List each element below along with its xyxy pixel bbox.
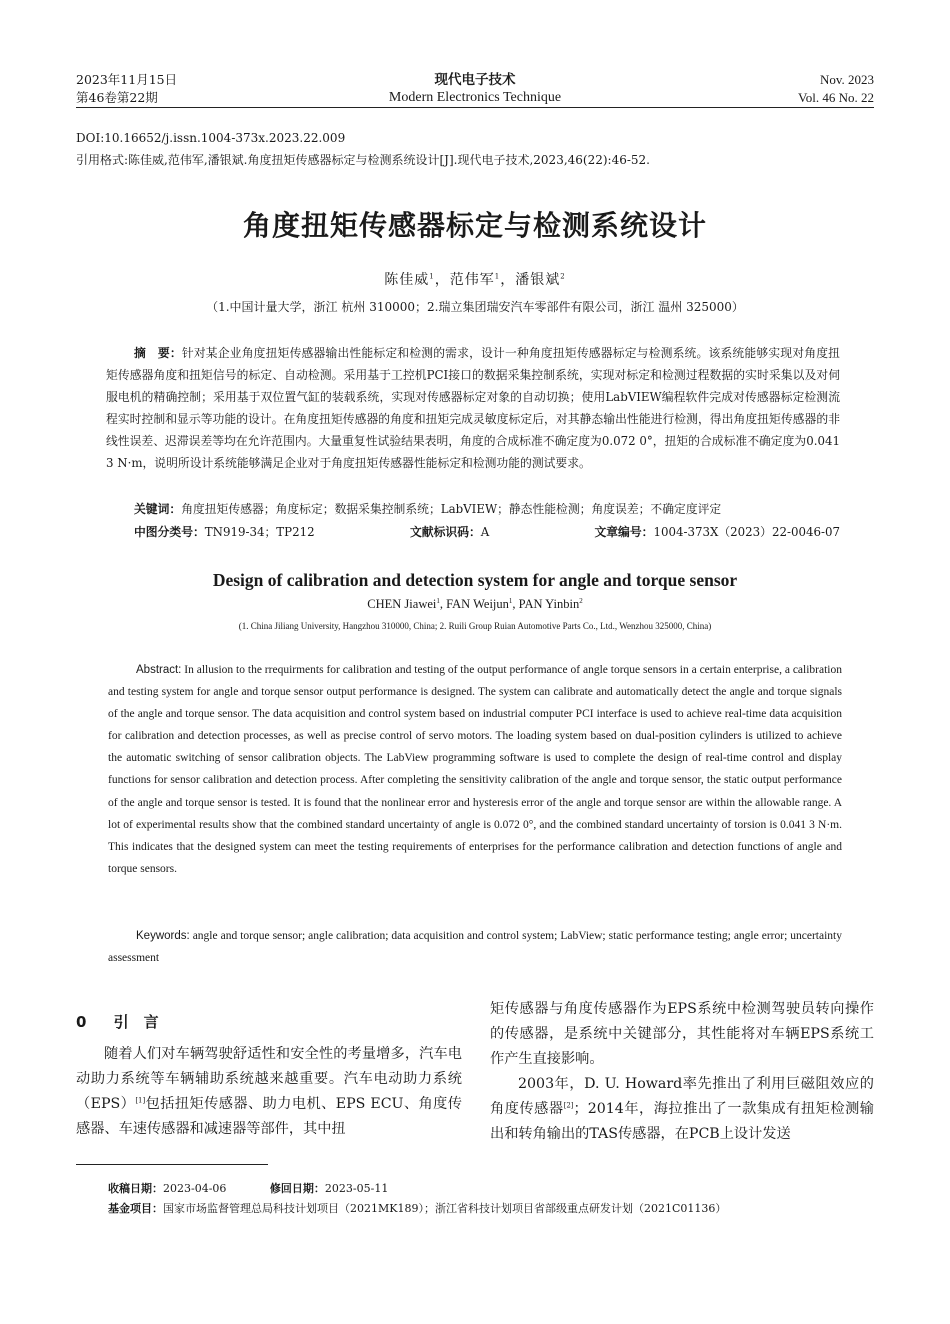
doc-code-value: A xyxy=(480,525,490,539)
fund-label: 基金项目： xyxy=(108,1202,163,1215)
fund-text: 国家市场监督管理总局科技计划项目（2021MK189）；浙江省科技计划项目省部级重点研发计划（2021C01136） xyxy=(163,1202,727,1215)
paragraph-text: 2003年，D. U. Howard率先推出了利用巨磁阻效应的角度传感器 xyxy=(490,1076,874,1117)
revised-date: 2023-05-11 xyxy=(324,1182,389,1195)
keywords-en xyxy=(108,925,842,969)
author-sep: ， xyxy=(500,272,516,288)
abstract-en xyxy=(108,659,842,880)
clc-value: TN919-34；TP212 xyxy=(204,525,315,539)
affiliation-en: (1. China Jiliang University, Hangzhou 310000, China; 2. Ruili Group Ruian Automotive Parts Co., Ltd., Wenzhou 325000, China) xyxy=(238,621,712,631)
keywords-cn xyxy=(134,500,721,517)
article-number xyxy=(594,523,840,540)
header-rule xyxy=(76,107,874,108)
doi[interactable]: DOI:10.16652/j.issn.1004-373x.2023.22.009 xyxy=(76,131,346,145)
clc-number xyxy=(134,523,315,540)
author-3-affil: 2 xyxy=(560,272,566,281)
author-2: 范伟军 xyxy=(449,272,495,288)
issue-month-en: Nov. 2023 xyxy=(819,72,874,87)
issue-date: 2023年11月15日 xyxy=(76,72,178,87)
issue-volume-cn: 第46卷第22期 xyxy=(76,90,158,105)
authors-en xyxy=(0,597,950,612)
affiliation-cn: （1.中国计量大学，浙江 杭州 310000；2.瑞立集团瑞安汽车零部件有限公司，浙江 温州 325000） xyxy=(206,300,744,314)
body-right-column xyxy=(490,997,874,1147)
author-2-affil: 1 xyxy=(494,272,501,281)
footnote-dates xyxy=(108,1180,388,1196)
footnote-fund xyxy=(108,1200,726,1216)
authors-cn xyxy=(0,269,950,289)
revised-label: 修回日期： xyxy=(269,1182,325,1195)
author-1-en-affil: 1 xyxy=(436,596,440,605)
author-1-en: CHEN Jiawei xyxy=(367,597,437,611)
author-sep: , xyxy=(512,597,519,611)
received-date: 2023-04-06 xyxy=(163,1182,227,1195)
body-left-column xyxy=(76,1042,462,1142)
paragraph: 矩传感器与角度传感器作为EPS系统中检测驾驶员转向操作的传感器，是系统中关键部分，其性能将对车辆EPS系统工作产生直接影响。 xyxy=(490,1001,874,1067)
abstract-cn-label: 摘 要： xyxy=(134,346,182,360)
keywords-cn-text: 角度扭矩传感器；角度标定；数据采集控制系统；LabVIEW；静态性能检测；角度误差；不确定度评定 xyxy=(181,502,722,516)
author-2-en-affil: 1 xyxy=(508,596,513,605)
paragraph xyxy=(490,1072,874,1147)
section-number: 0 xyxy=(76,1013,87,1031)
citation-ref[interactable]: [1] xyxy=(135,1096,146,1105)
received-label: 收稿日期： xyxy=(108,1182,163,1195)
article-number-value: 1004-373X（2023）22-0046-07 xyxy=(653,525,840,539)
article-number-label: 文章编号： xyxy=(594,525,654,539)
header-volume-block xyxy=(798,71,874,107)
journal-name-en: Modern Electronics Technique xyxy=(388,90,562,105)
paragraph-text: 随着人们对车辆驾驶舒适性和安全性的考量增多，汽车电动助力系统等车辆辅助系统越来越重要。汽车电动助力系统（EPS） xyxy=(76,1046,462,1112)
author-3-en-affil: 2 xyxy=(579,596,583,605)
paragraph-text: ；2014年，海拉推出了一款集成有扭矩检测输出和转角输出的TAS传感器，在PCB上设计发送 xyxy=(490,1101,874,1142)
clc-label: 中图分类号： xyxy=(134,525,205,539)
author-sep: ， xyxy=(434,272,450,288)
issue-volume-en: Vol. 46 No. 22 xyxy=(798,90,874,105)
keywords-cn-label: 关键词： xyxy=(134,502,182,516)
author-1-affil: 1 xyxy=(429,272,435,281)
citation: 引用格式:陈佳威,范伟军,潘银斌.角度扭矩传感器标定与检测系统设计[J].现代电子技术,2023,46(22):46-52. xyxy=(76,153,650,167)
doc-code xyxy=(410,523,489,540)
keywords-en-label: Keywords: xyxy=(136,930,190,942)
footnote-rule xyxy=(76,1164,268,1165)
section-title: 引 言 xyxy=(113,1013,159,1031)
author-3: 潘银斌 xyxy=(515,272,561,288)
paragraph xyxy=(76,1042,462,1142)
author-3-en: PAN Yinbin xyxy=(518,597,580,611)
author-1: 陈佳威 xyxy=(384,272,430,288)
abstract-cn xyxy=(106,342,840,474)
doc-code-label: 文献标识码： xyxy=(410,525,481,539)
citation-ref[interactable]: [2] xyxy=(563,1101,574,1110)
abstract-cn-text: 针对某企业角度扭矩传感器输出性能标定和检测的需求，设计一种角度扭矩传感器标定与检测系统。该系统能够实现对角度扭矩传感器角度和扭矩信号的标定、自动检测。采用基于工控机PCI接口的数据采集控制系统，实现对标定和检测过程数据的实时采集以及对伺服电机的精确控制；采用基于双位置气缸的装载系统，实现对传感器标定对象的自动切换；使用LabVIEW编程软件完成对传感器标定检测流程实时控制和显示等功能的设计。在角度扭矩传感器的角度和扭矩完成灵敏度标定后，对其静态输出性能进行检测，得出角度扭矩传感器的非线性误差、迟滞误差等均在允许范围内。大量重复性试验结果表明，角度的合成标准不确定度为0.072 0°，扭矩的合成标准不确定度为0.041 3 N·m，说明所设计系统能够满足企业对于角度扭矩传感器性能标定和检测功能的测试要求。 xyxy=(106,346,840,470)
abstract-en-label: Abstract: xyxy=(136,664,182,676)
paper-title-en: Design of calibration and detection system for angle and torque sensor xyxy=(212,570,738,590)
author-2-en: FAN Weijun xyxy=(446,597,509,611)
abstract-en-text: In allusion to the rrequirments for calibration and testing of the output performance of angle torque sensors in a certain enterprise, a calibration and testing system for angle and torque sensor output performance is designed. The system can calibrate and automatically detect the angle and torque signals of the angle and torque sensor. The data acquisition and control system based on industrial computer PCI interface is used to achieve real-time data acquisition for calibration and detection processes, as well as precise control of servo motors. The loading system based on dual-position cylinders is utilized to achieve the automatic switching of sensor calibration objects. The LabView programming software is used to complete the design of real-time control and display functions for sensor calibration and detection process. After completing the sensitivity calibration of the angle and torque sensor, the static output performance of the angle and torque sensor is tested. It is found that the nonlinear error and hysteresis error of the angle and torque sensor are within the allowable range. A lot of experimental results show that the combined standard uncertainty of angle is 0.072 0°, and the combined standard uncertainty of torsion is 0.041 3 N·m. This indicates that the designed system can meet the testing requirements of enterprises for the performance calibration and detection functions of angle and torque sensors. xyxy=(108,664,843,875)
author-sep: , xyxy=(439,597,447,611)
paragraph-text: 包括扭矩传感器、助力电机、EPS ECU、角度传感器、车速传感器和减速器等部件，其中扭 xyxy=(76,1096,462,1137)
journal-name-cn: 现代电子技术 xyxy=(434,72,516,88)
section-heading xyxy=(76,1011,159,1032)
keywords-en-text: angle and torque sensor; angle calibration; data acquisition and control system; LabView; static performance testing; angle error; uncertainty assessment xyxy=(108,930,842,965)
paper-title-cn: 角度扭矩传感器标定与检测系统设计 xyxy=(242,209,707,242)
